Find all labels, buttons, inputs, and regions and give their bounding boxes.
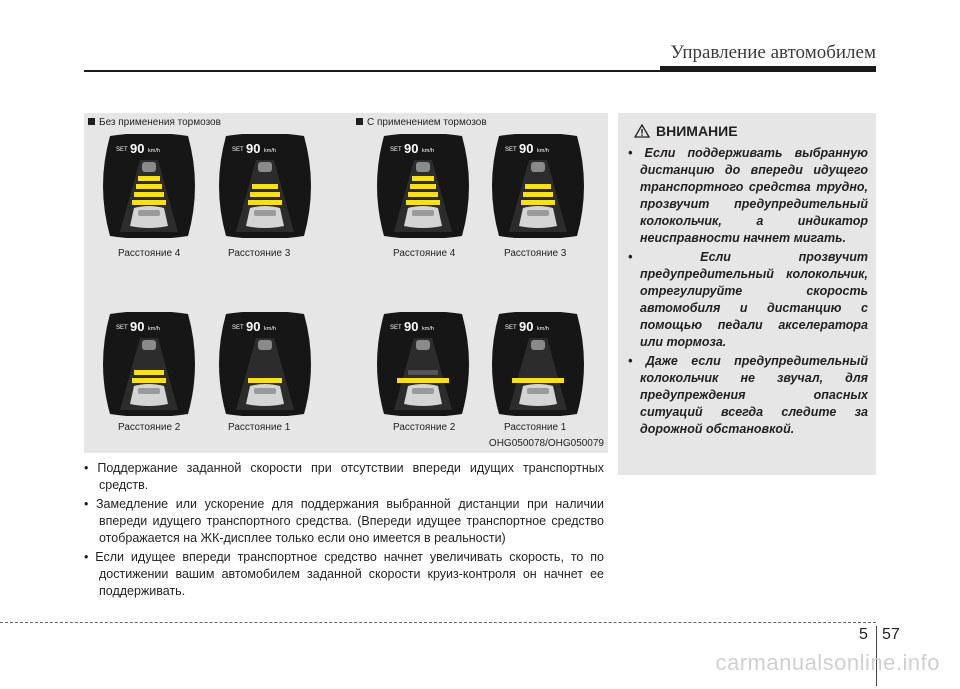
own-car-window bbox=[138, 388, 160, 394]
speed-unit: km/h bbox=[537, 148, 549, 154]
set-label: SET bbox=[390, 147, 402, 153]
set-label: SET bbox=[390, 325, 402, 331]
own-car bbox=[246, 206, 284, 228]
own-car bbox=[404, 384, 442, 406]
caption-distance-1: Расстояние 1 bbox=[228, 422, 291, 433]
set-label: SET bbox=[505, 325, 517, 331]
screen-distance-2-brake bbox=[370, 312, 476, 416]
figure-panel bbox=[84, 113, 608, 453]
own-car-window bbox=[412, 388, 434, 394]
watermark: carmanualsonline.info bbox=[715, 650, 940, 675]
cluster-display bbox=[370, 134, 476, 238]
distance-bar bbox=[132, 378, 166, 383]
lead-vehicle bbox=[258, 340, 272, 350]
caption-distance-3: Расстояние 3 bbox=[228, 248, 291, 259]
speed-unit: km/h bbox=[537, 326, 549, 332]
body-text bbox=[84, 460, 604, 602]
figure-code: OHG050078/OHG050079 bbox=[488, 438, 604, 449]
figure-heading-no-brake: Без применения тормозов bbox=[88, 117, 221, 128]
caption-distance-1: Расстояние 1 bbox=[504, 422, 567, 433]
square-bullet-icon bbox=[356, 118, 363, 125]
speed-unit: km/h bbox=[148, 148, 160, 154]
warning-item: • Если поддерживать выбранную дистанцию до впереди идущего транспортного средства трудно, прозвучит предупредительный колокольчик, а индикатор неисправности начнет мигать. bbox=[628, 146, 868, 245]
warning-heading: ВНИМАНИЕ bbox=[634, 123, 738, 141]
speed-unit: km/h bbox=[422, 326, 434, 332]
speed-value: 90 bbox=[130, 319, 145, 334]
own-car bbox=[404, 206, 442, 228]
distance-bar bbox=[512, 378, 564, 383]
cluster-display bbox=[96, 134, 202, 238]
caption-distance-4: Расстояние 4 bbox=[118, 248, 181, 259]
distance-bar bbox=[521, 200, 555, 205]
distance-bar bbox=[134, 370, 164, 375]
own-car-window bbox=[412, 210, 434, 216]
set-label: SET bbox=[116, 325, 128, 331]
distance-bar bbox=[408, 370, 438, 375]
own-car bbox=[130, 384, 168, 406]
speed-value: 90 bbox=[246, 141, 261, 156]
distance-bar bbox=[412, 176, 434, 181]
speed-unit: km/h bbox=[422, 148, 434, 154]
speed-unit: km/h bbox=[148, 326, 160, 332]
distance-bar bbox=[525, 184, 551, 189]
own-car bbox=[519, 206, 557, 228]
distance-bar bbox=[408, 192, 438, 197]
lead-vehicle bbox=[142, 162, 156, 172]
caption-distance-2: Расстояние 2 bbox=[393, 422, 456, 433]
speed-unit: km/h bbox=[264, 148, 276, 154]
speed-unit: km/h bbox=[264, 326, 276, 332]
own-car bbox=[519, 384, 557, 406]
screen-distance-4-no-brake bbox=[96, 134, 202, 238]
set-label: SET bbox=[232, 147, 244, 153]
cluster-display bbox=[485, 312, 591, 416]
own-car-window bbox=[138, 210, 160, 216]
set-label: SET bbox=[116, 147, 128, 153]
screen-distance-4-brake bbox=[370, 134, 476, 238]
distance-bar bbox=[397, 378, 449, 383]
square-bullet-icon bbox=[88, 118, 95, 125]
page-number: 57 bbox=[882, 626, 900, 643]
speed-value: 90 bbox=[519, 141, 534, 156]
caption-distance-4: Расстояние 4 bbox=[393, 248, 456, 259]
lead-vehicle bbox=[416, 340, 430, 350]
own-car bbox=[246, 384, 284, 406]
own-car-window bbox=[254, 388, 276, 394]
distance-bar bbox=[252, 184, 278, 189]
warning-list bbox=[628, 145, 868, 440]
distance-bar bbox=[136, 184, 162, 189]
distance-bar bbox=[410, 184, 436, 189]
speed-value: 90 bbox=[404, 141, 419, 156]
distance-bar bbox=[248, 378, 282, 383]
body-bullet: • Замедление или ускорение для поддержания выбранной дистанции при наличии впереди идущего транспортного средства. (Впереди идущее транспортное средство отображается на ЖК-дисплее только если оно имеется в реальности) bbox=[84, 497, 604, 545]
distance-bar bbox=[132, 200, 166, 205]
header-title: Управление автомобилем bbox=[670, 42, 876, 63]
screen-distance-1-no-brake bbox=[212, 312, 318, 416]
own-car bbox=[130, 206, 168, 228]
body-bullet: • Поддержание заданной скорости при отсутствии впереди идущих транспортных средств. bbox=[84, 461, 604, 492]
own-car-window bbox=[527, 388, 549, 394]
lead-vehicle bbox=[531, 340, 545, 350]
own-car-window bbox=[527, 210, 549, 216]
warning-triangle-icon bbox=[634, 124, 650, 141]
speed-value: 90 bbox=[130, 141, 145, 156]
screen-distance-3-no-brake bbox=[212, 134, 318, 238]
lead-vehicle bbox=[531, 162, 545, 172]
cluster-display bbox=[212, 134, 318, 238]
own-car-window bbox=[254, 210, 276, 216]
speed-value: 90 bbox=[246, 319, 261, 334]
screen-distance-3-brake bbox=[485, 134, 591, 238]
cluster-display bbox=[370, 312, 476, 416]
warning-box bbox=[618, 113, 876, 475]
screen-distance-2-no-brake bbox=[96, 312, 202, 416]
cluster-display bbox=[96, 312, 202, 416]
distance-bar bbox=[134, 192, 164, 197]
warning-item: • Даже если предупредительный колокольчик не звучал, для предупреждения опасных ситуаций всегда следите за дорожной обстановкой. bbox=[628, 354, 868, 436]
speed-value: 90 bbox=[404, 319, 419, 334]
distance-bar bbox=[250, 192, 280, 197]
body-bullet: • Если идущее впереди транспортное средство начнет увеличивать скорость, то по достижении вашим автомобилем заданной скорости круиз-контроля он начнет ее поддерживать. bbox=[84, 550, 604, 598]
distance-bar bbox=[406, 200, 440, 205]
cluster-display bbox=[212, 312, 318, 416]
warning-item: • Если прозвучит предупредительный колокольчик, отрегулируйте скорость автомобиля и дистанцию с помощью педали акселератора или тормоза. bbox=[628, 250, 868, 349]
set-label: SET bbox=[505, 147, 517, 153]
caption-distance-3: Расстояние 3 bbox=[504, 248, 567, 259]
set-label: SET bbox=[232, 325, 244, 331]
speed-value: 90 bbox=[519, 319, 534, 334]
lead-vehicle bbox=[258, 162, 272, 172]
distance-bar bbox=[248, 200, 282, 205]
cluster-display bbox=[485, 134, 591, 238]
figure-heading-brake: С применением тормозов bbox=[356, 117, 487, 128]
lead-vehicle bbox=[142, 340, 156, 350]
header-rule-accent bbox=[660, 66, 876, 72]
caption-distance-2: Расстояние 2 bbox=[118, 422, 181, 433]
lead-vehicle bbox=[416, 162, 430, 172]
chapter-number: 5 bbox=[859, 626, 868, 643]
footer-rule bbox=[0, 622, 876, 623]
distance-bar bbox=[138, 176, 160, 181]
distance-bar bbox=[523, 192, 553, 197]
screen-distance-1-brake bbox=[485, 312, 591, 416]
